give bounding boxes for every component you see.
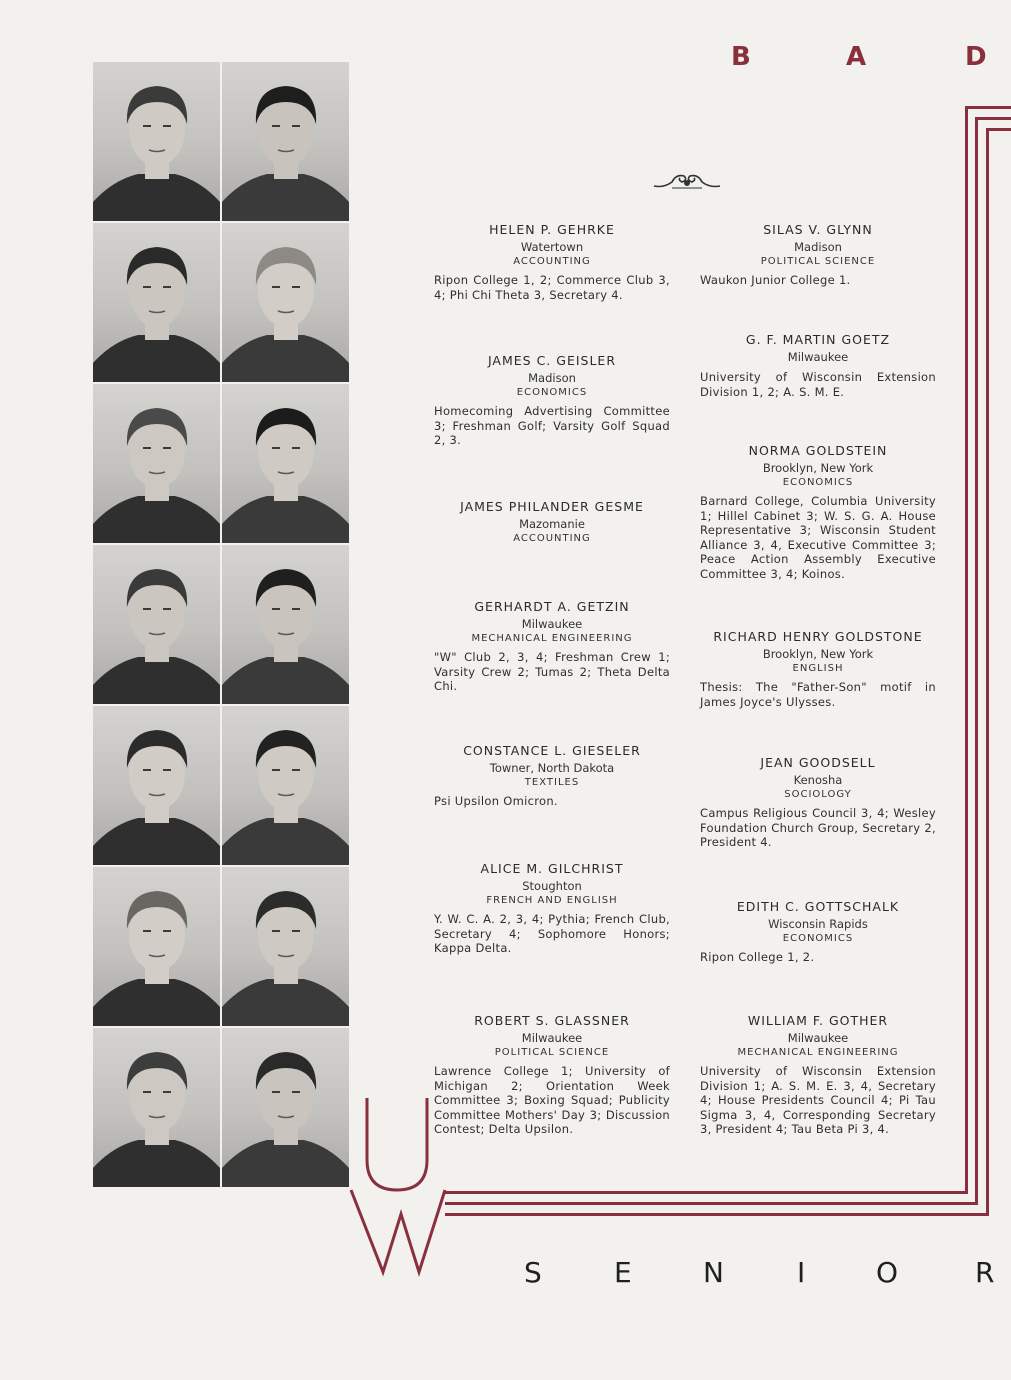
student-entry (434, 353, 670, 448)
student-entry (434, 1013, 670, 1137)
student-name: JEAN GOODSELL (760, 755, 876, 770)
portrait-grid (93, 62, 349, 1184)
student-activities: University of Wisconsin Extension Division 1; A. S. M. E. 3, 4, Secretary 4; House Presidents Council 4; Pi Tau Sigma 3, 4, Corresponding Secretary 3, President 4; Tau Beta Pi 3, 4. (700, 1064, 936, 1137)
footer-letter-2: E (614, 1256, 632, 1289)
student-hometown: Mazomanie (519, 517, 585, 531)
student-hometown: Towner, North Dakota (489, 761, 615, 775)
portrait-photo (93, 62, 220, 221)
student-name: NORMA GOLDSTEIN (748, 443, 888, 458)
student-name: ROBERT S. GLASSNER (474, 1013, 630, 1028)
student-entry (434, 599, 670, 694)
student-hometown: Milwaukee (521, 1031, 583, 1045)
student-major: ECONOMICS (782, 933, 854, 944)
portrait-photo (222, 867, 349, 1026)
student-entry (700, 629, 936, 709)
student-hometown: Brooklyn, New York (762, 647, 874, 661)
student-activities: Y. W. C. A. 2, 3, 4; Pythia; French Club, Secretary 4; Sophomore Honors; Kappa Delta. (434, 912, 670, 956)
student-entry (700, 755, 936, 850)
student-activities: University of Wisconsin Extension Division 1, 2; A. S. M. E. (700, 370, 936, 399)
header-letter-2: A (846, 42, 867, 72)
footer-letter-4: I (797, 1256, 806, 1289)
student-name: SILAS V. GLYNN (763, 222, 873, 237)
student-hometown: Stoughton (522, 879, 582, 893)
student-activities: "W" Club 2, 3, 4; Freshman Crew 1; Varsity Crew 2; Tumas 2; Theta Delta Chi. (434, 650, 670, 694)
footer-letter-1: S (524, 1256, 542, 1289)
student-entry (700, 222, 936, 288)
student-major: ACCOUNTING (513, 256, 591, 267)
student-activities: Thesis: The "Father-Son" motif in James Joyce's Ulysses. (700, 680, 936, 709)
uw-monogram-logo (345, 1090, 455, 1280)
student-name: CONSTANCE L. GIESELER (463, 743, 641, 758)
student-entry (700, 332, 936, 399)
student-entry (434, 499, 670, 544)
student-major: ENGLISH (792, 663, 844, 674)
student-activities: Ripon College 1, 2; Commerce Club 3, 4; Phi Chi Theta 3, Secretary 4. (434, 273, 670, 302)
portrait-photo (222, 545, 349, 704)
header-letter-1: B (731, 42, 751, 72)
student-name: G. F. MARTIN GOETZ (745, 332, 891, 347)
student-activities: Homecoming Advertising Committee 3; Freshman Golf; Varsity Golf Squad 2, 3. (434, 404, 670, 448)
portrait-photo (222, 1028, 349, 1187)
student-activities: Ripon College 1, 2. (700, 950, 815, 964)
student-name: WILLIAM F. GOTHER (747, 1013, 889, 1028)
portrait-photo (222, 706, 349, 865)
student-major: ECONOMICS (782, 477, 854, 488)
student-major: MECHANICAL ENGINEERING (737, 1047, 899, 1058)
student-hometown: Madison (794, 240, 842, 254)
student-entry (700, 443, 936, 582)
student-entry (434, 222, 670, 302)
student-hometown: Milwaukee (521, 617, 583, 631)
student-hometown: Wisconsin Rapids (768, 917, 868, 931)
student-major: MECHANICAL ENGINEERING (471, 633, 633, 644)
student-entry (434, 743, 670, 809)
student-major: ACCOUNTING (513, 533, 591, 544)
student-hometown: Milwaukee (787, 1031, 849, 1045)
portrait-photo (93, 706, 220, 865)
student-hometown: Watertown (520, 240, 584, 254)
footer-letter-6: R (975, 1256, 995, 1289)
portrait-photo (222, 223, 349, 382)
student-major: SOCIOLOGY (784, 789, 852, 800)
portrait-photo (93, 1028, 220, 1187)
student-activities: Barnard College, Columbia University 1; Hillel Cabinet 3; W. S. G. A. House Representative 3; Wisconsin Student Alliance 3, 4, Executive Committee 3; Peace Action Assembly Executive Committee 3, 4; Koinos. (700, 494, 936, 581)
student-entry (700, 899, 936, 965)
student-name: HELEN P. GEHRKE (489, 222, 615, 237)
student-activities: Campus Religious Council 3, 4; Wesley Foundation Church Group, Secretary 2, President 4. (700, 806, 936, 850)
student-major: TEXTILES (524, 777, 580, 788)
student-major: POLITICAL SCIENCE (494, 1047, 610, 1058)
portrait-photo (93, 384, 220, 543)
student-major: POLITICAL SCIENCE (760, 256, 876, 267)
student-hometown: Brooklyn, New York (762, 461, 874, 475)
student-name: JAMES PHILANDER GESME (460, 499, 644, 514)
student-name: EDITH C. GOTTSCHALK (736, 899, 900, 914)
footer-letter-3: N (703, 1256, 724, 1289)
portrait-photo (93, 867, 220, 1026)
student-name: GERHARDT A. GETZIN (474, 599, 630, 614)
footer-letter-5: O (876, 1256, 899, 1289)
student-major: FRENCH AND ENGLISH (486, 895, 618, 906)
student-name: JAMES C. GEISLER (487, 353, 617, 368)
student-name: RICHARD HENRY GOLDSTONE (713, 629, 923, 644)
student-hometown: Kenosha (793, 773, 843, 787)
student-entry (434, 861, 670, 956)
ornament-icon (652, 168, 722, 192)
student-name: ALICE M. GILCHRIST (480, 861, 624, 876)
portrait-photo (93, 545, 220, 704)
student-activities: Psi Upsilon Omicron. (434, 794, 558, 808)
portrait-photo (222, 62, 349, 221)
student-hometown: Madison (528, 371, 576, 385)
student-activities: Waukon Junior College 1. (700, 273, 851, 287)
student-hometown: Milwaukee (787, 350, 849, 364)
header-letter-3: D (965, 42, 987, 72)
student-major: ECONOMICS (516, 387, 588, 398)
student-activities: Lawrence College 1; University of Michigan 2; Orientation Week Committee 3; Boxing Squad; Publicity Committee Mothers' Day 3; Discussion Contest; Delta Upsilon. (434, 1064, 670, 1137)
portrait-photo (93, 223, 220, 382)
student-entry (700, 1013, 936, 1137)
portrait-photo (222, 384, 349, 543)
